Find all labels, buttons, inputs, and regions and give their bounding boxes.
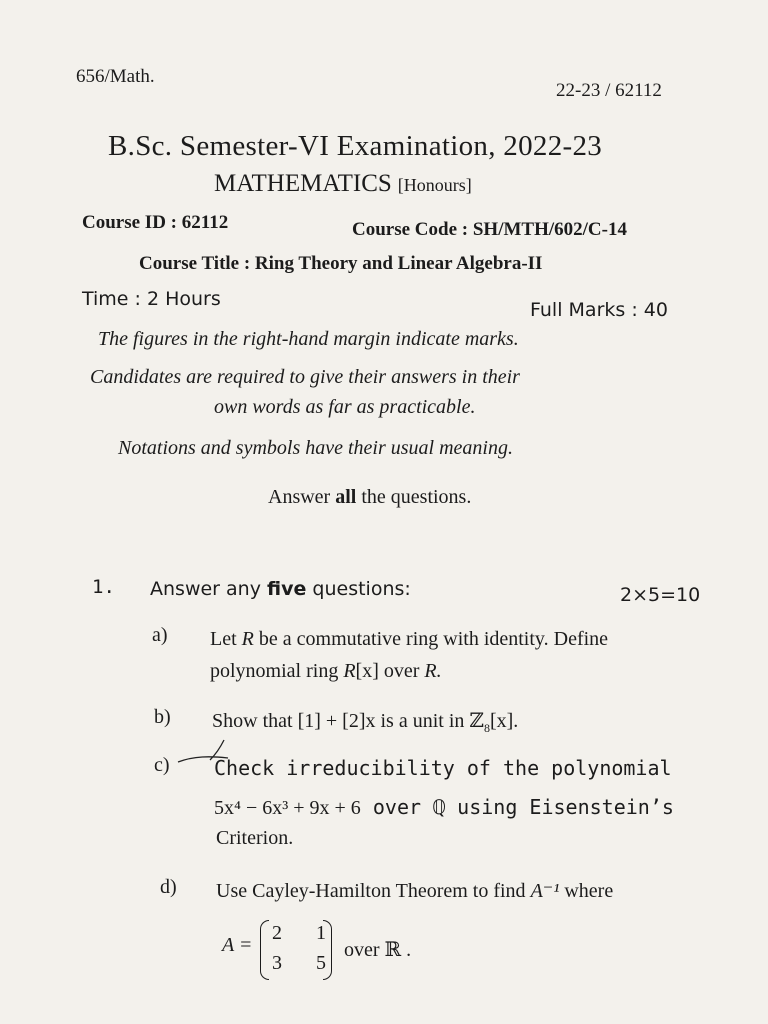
course-id: Course ID : 62112 (82, 212, 229, 233)
part-c-poly: 5x⁴ − 6x³ + 9x + 6 (214, 797, 361, 819)
prompt-prefix: Answer any (150, 578, 261, 600)
answer-bold: all (335, 486, 357, 508)
question-prompt (150, 578, 411, 600)
course-title: Course Title : Ring Theory and Linear Algebra-II (139, 253, 543, 274)
part-b-text-2: is a unit in (380, 710, 465, 732)
part-c-line1: Check irreducibility of the polynomial (214, 756, 672, 780)
matrix-cell: 5 (316, 952, 326, 974)
course-code: Course Code : SH/MTH/602/C-14 (352, 219, 627, 240)
part-a-ring: R (343, 660, 356, 682)
part-a-var: R (241, 628, 254, 650)
part-c-over: over (372, 795, 422, 819)
part-a-text: Let (210, 628, 237, 650)
instruction-own-words-1: Candidates are required to give their answers in their (90, 366, 520, 388)
question-number: 1. (92, 576, 115, 598)
matrix-cell: 2 (272, 922, 282, 944)
instruction-own-words-2: own words as far as practicable. (214, 396, 476, 418)
part-c-line2 (214, 795, 674, 820)
part-b-line (212, 708, 518, 736)
part-d-over-field: over ℝ . (344, 939, 412, 961)
part-a-line2 (210, 660, 442, 683)
matrix-cell: 3 (272, 952, 282, 974)
exam-code: 22-23 / 62112 (556, 80, 662, 101)
part-a-over: over (383, 660, 420, 682)
part-a-line1 (210, 628, 608, 651)
part-b-ring-tail: [x]. (489, 710, 519, 732)
answer-prefix: Answer (268, 486, 331, 508)
part-c-line3: Criterion. (216, 827, 294, 849)
part-a-text-2: be a commutative ring with identity. Define (258, 628, 609, 650)
subject-name: MATHEMATICS (214, 170, 392, 197)
part-c-field: ℚ (433, 795, 446, 819)
instruction-notations: Notations and symbols have their usual meaning. (118, 437, 513, 459)
part-d-line1 (216, 878, 613, 903)
prompt-suffix: questions: (312, 578, 411, 600)
part-a-var-2: R. (424, 660, 442, 682)
part-b-label: b) (154, 706, 171, 728)
matrix-cell: 1 (316, 922, 326, 944)
question-marks: 2×5=10 (620, 584, 701, 606)
part-c-label: c) (154, 754, 170, 776)
matrix-left-bracket (260, 920, 269, 980)
matrix-a (258, 920, 332, 982)
full-marks: Full Marks : 40 (530, 299, 668, 321)
part-b-ring-sub: 8 (483, 721, 490, 735)
part-d-text: Use Cayley-Hamilton Theorem to find (216, 880, 526, 902)
matrix-row-1 (272, 922, 326, 945)
part-b-text: Show that (212, 710, 293, 732)
part-a-text-3: polynomial ring (210, 660, 339, 682)
matrix-right-bracket (323, 920, 332, 980)
paper-id: 656/Math. (76, 66, 155, 87)
prompt-bold: five (267, 578, 307, 600)
part-b-expr: [1] + [2]x (297, 710, 376, 732)
instruction-marks: The figures in the right-hand margin indicate marks. (98, 328, 519, 350)
part-d-where: where (564, 880, 614, 902)
subject-note: [Honours] (397, 175, 472, 195)
part-d-inverse: A⁻¹ (530, 880, 560, 902)
part-b-ring: ℤ (469, 710, 484, 732)
part-d-label: d) (160, 876, 177, 898)
answer-all-instruction (268, 486, 471, 509)
answer-suffix: the questions. (361, 486, 472, 508)
subject-heading (214, 170, 472, 198)
matrix-lhs: A = (222, 934, 253, 956)
exam-title: B.Sc. Semester-VI Examination, 2022-23 (108, 130, 603, 162)
part-a-bracket: [x] (355, 660, 379, 682)
time-allowed: Time : 2 Hours (82, 288, 221, 310)
part-a-label: a) (152, 624, 168, 646)
matrix-row-2 (272, 952, 326, 975)
part-c-text: using Eisenstein’s (457, 795, 674, 819)
